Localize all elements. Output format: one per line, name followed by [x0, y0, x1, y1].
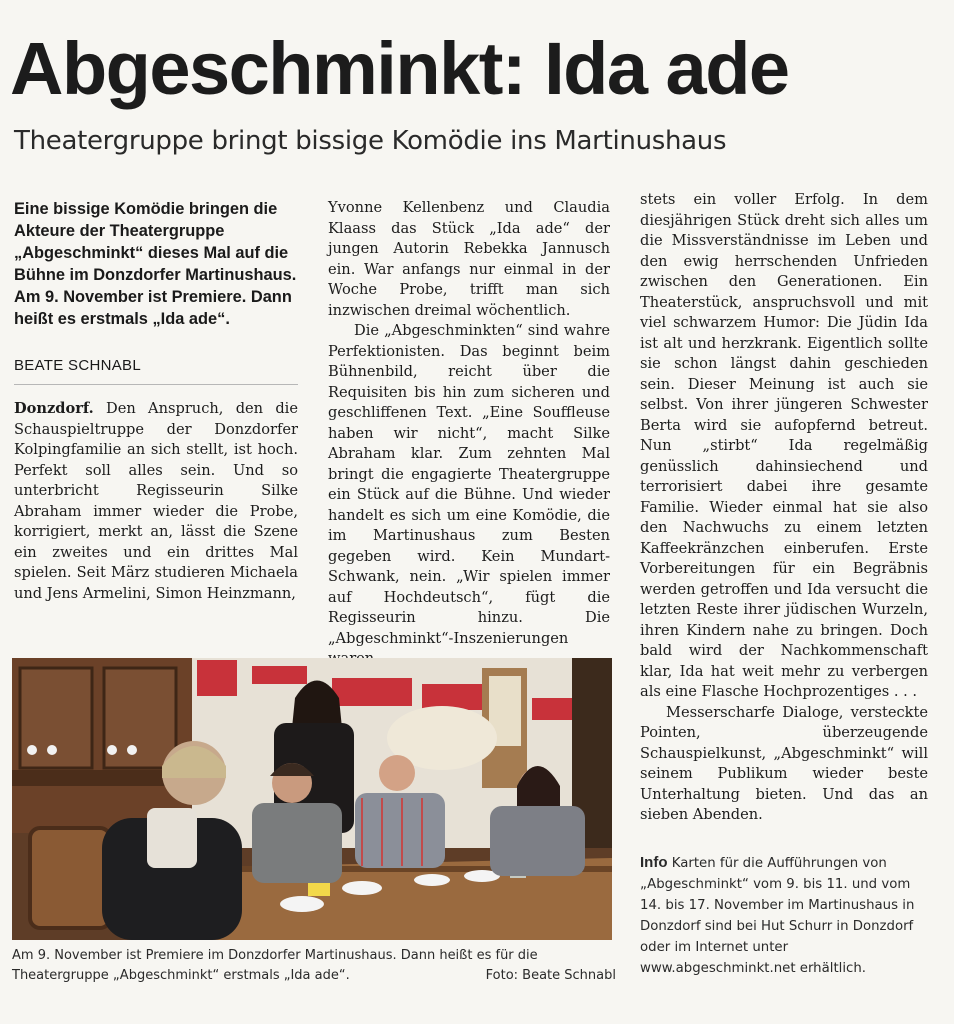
info-label: Info — [640, 854, 668, 871]
photo-caption — [12, 946, 616, 986]
paragraph: Die „Abgeschminkten“ sind wahre Perfektionisten. Das beginnt beim Bühnenbild, reicht über die Requisiten bis hin zum sicheren und geschliffenen Text. „Eine Souffleuse haben wir nicht“, macht Silke Abraham klar. Zum zehnten Mal bringt die engagierte Theatergruppe ein Stück auf die Bühne. Und wieder handelt es sich um eine Komödie, die im Martinushaus zum Besten gegeben wird. Kein Mundart-Schwank, nein. „Wir spielen immer auf Hochdeutsch“, fügt die Regisseurin hinzu. Die „Abgeschminkt“-Inszenierungen — [328, 322, 610, 647]
caption-text: Am 9. November ist Premiere im Donzdorfer Martinushaus. Dann heißt es für die Theatergruppe „Abgeschminkt“ erstmals „Ida ade“. — [12, 948, 538, 983]
byline-divider — [14, 376, 298, 385]
body-column-1 — [14, 399, 298, 604]
headline: Abgeschminkt: Ida ade — [10, 27, 789, 110]
info-text: Karten für die Aufführungen von „Abgeschminkt“ vom 9. bis 11. und vom 14. bis 17. November im Martinushaus in Donzdorf sind bei Hut Schurr in Donzdorf oder im Internet unter www.abgeschminkt.net erhältlich. — [640, 856, 915, 976]
paragraph: stets ein voller Erfolg. In dem diesjährigen Stück dreht sich alles um die Missverständnisse im Leben und den ewig herrschenden Unfrieden zwischen den Generationen. Ein Theaterstück, anspruchsvoll und mit viel schwarzem Humor: Die Jüdin Ida ist alt und herzkrank. Eigentlich sollte sie schon längst dahin geschieden sein. Dieser Meinung ist auch sie selbst. Von ihrer jüngeren Schwester Berta wird sie aufopfernd betreut. Nun „stirbt“ Ida regelmäßig genüsslich dahinsiechend und terrorisiert dabei ihre gesamte Familie. Wieder einmal hat sie also den Nachwuchs zu einem letzten Kaffeekränzchen einberufen. Erste Vorbereitungen für ein Begräbnis werden getroffen und Ida versucht die letzten Reste ihrer jüdischen Wurzeln, ihren Kindern nahe zu bringen. Doch bald wird der Nachkommenschaft klar, Ida hat weit mehr zu verbergen als eine Flasche Hochprozentiges . . . — [640, 191, 928, 700]
teaser: Eine bissige Komödie bringen die Akteure der Theatergruppe „Abgeschminkt“ dieses Mal auf die Bühne im Donzdorfer Martinushaus. Am 9. November ist Premiere. Dann heißt es erstmals „Ida ade“. — [14, 200, 297, 328]
column-1 — [14, 198, 298, 604]
body-column-2 — [328, 198, 610, 670]
dateline: Donzdorf. — [14, 400, 94, 417]
body-column-3 — [640, 190, 928, 826]
subheadline: Theatergruppe bringt bissige Komödie ins Martinushaus — [14, 126, 727, 156]
rehearsal-photo — [12, 658, 612, 940]
photo-credit: Foto: Beate Schnabl — [485, 968, 616, 983]
body-text: Den Anspruch, den die Schauspieltruppe der Donzdorfer Kolpingfamilie an sich stellt, ist hoch. Perfekt soll alles sein. Und so unterbricht Regisseurin Silke Abraham immer wieder die Probe, korrigiert, merkt an, lässt die Szene ein zweites und ein drittes Mal spielen. Seit März studieren Michaela und Jens Armelini, Simon Heinzmann, — [14, 400, 298, 602]
paragraph: Yvonne Kellenbenz und Claudia Klaass das Stück „Ida ade“ der jungen Autorin Rebekka Jannusch ein. War anfangs nur einmal in der Woche Probe, trifft man sich inzwischen dreimal wöchentlich. — [328, 199, 610, 319]
info-box — [640, 852, 930, 979]
paragraph: Messerscharfe Dialoge, versteckte Pointen, überzeugende Schauspielkunst, „Abgeschminkt“ will seinem Publikum wieder beste Unterhaltung bieten. Und das an sieben Abenden. — [640, 703, 928, 823]
author-byline: BEATE SCHNABL — [14, 357, 141, 374]
